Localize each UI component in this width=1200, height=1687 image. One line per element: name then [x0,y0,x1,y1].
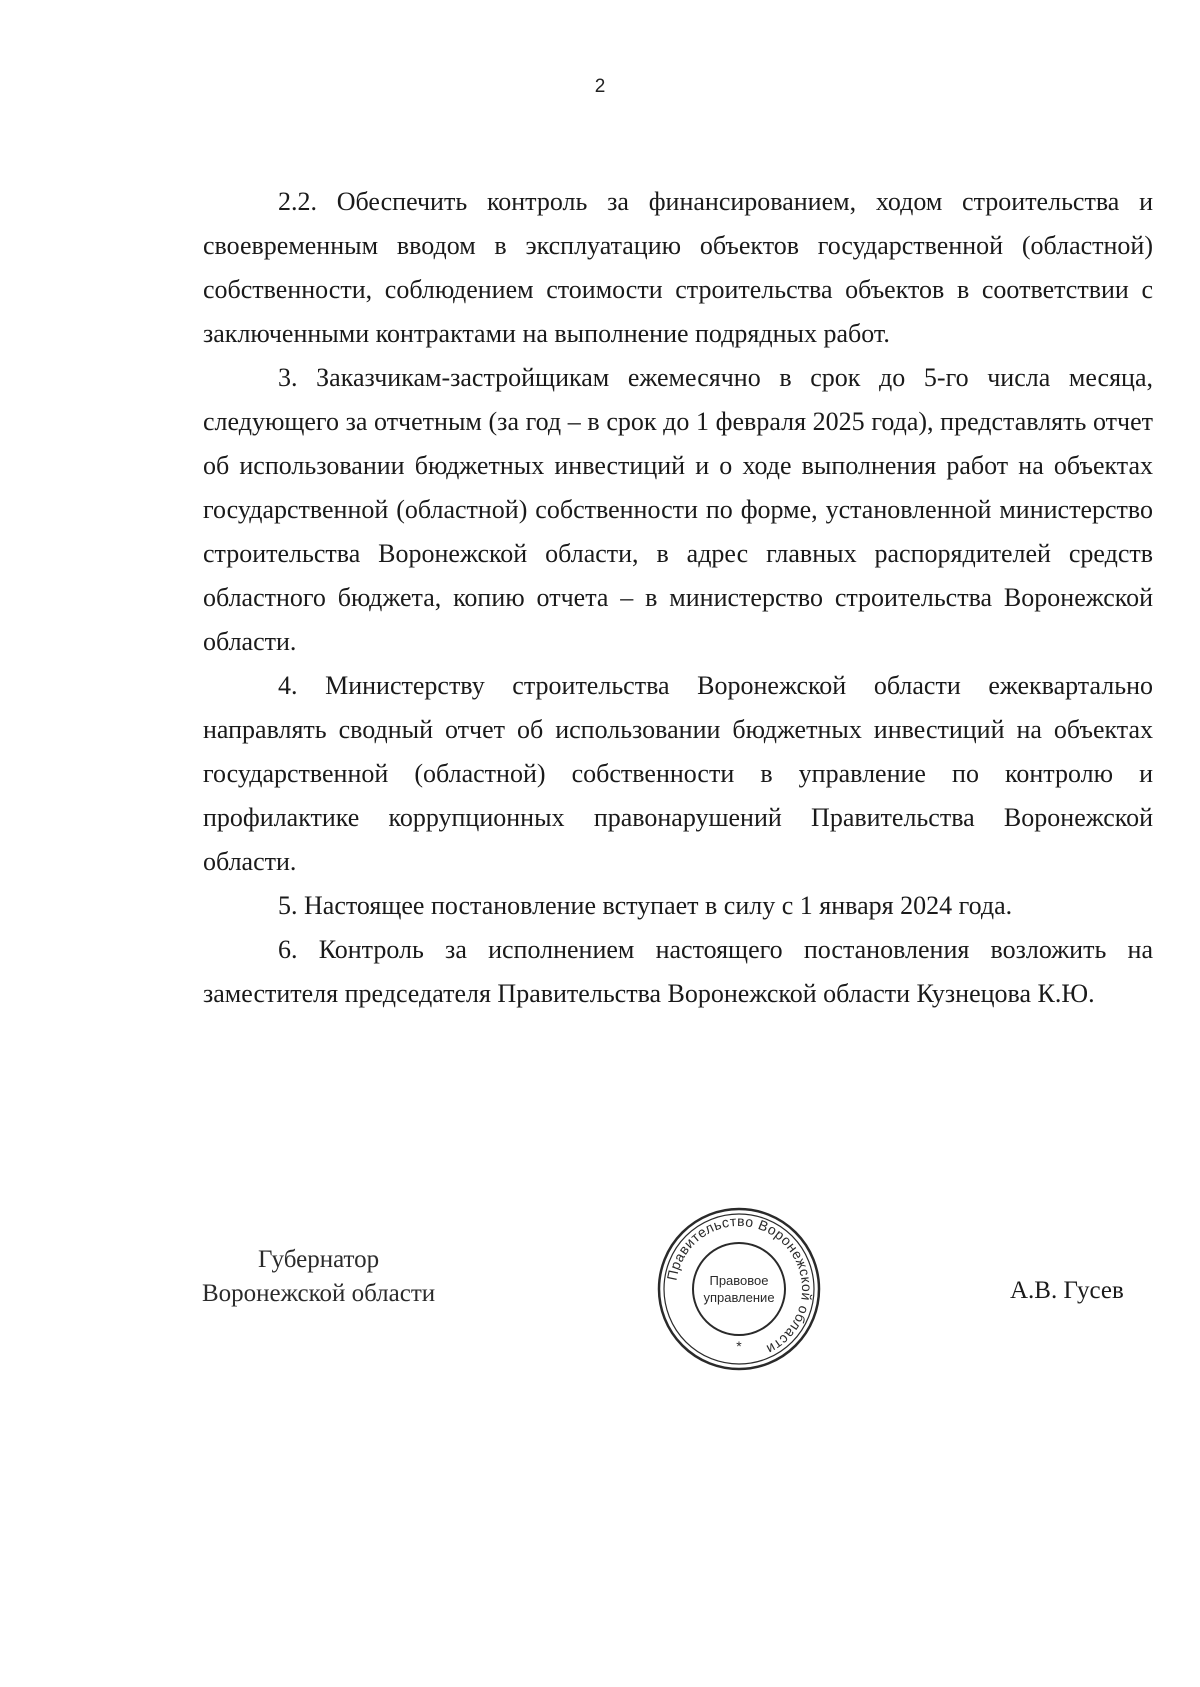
seal-inner-line1: Правовое [709,1273,769,1288]
signer-position-region: Воронежской области [202,1280,436,1307]
signer-position-title: Губернатор [258,1246,380,1273]
signer-position [202,1243,435,1311]
seal-star: * [736,1338,742,1354]
paragraph-4: 4. Министерству строительства Воронежской области ежеквартально направлять сводный отчет об использовании бюджетных инвестиций на объектах государственной (областной) собственности в управление по контролю и профилактике коррупционных правонарушений Правительства Воронежской области. [203,671,1153,876]
page-number: 2 [594,76,606,97]
paragraph-3: 3. Заказчикам-застройщикам ежемесячно в срок до 5-го числа месяца, следующего за отчетным (за год – в срок до 1 февраля 2025 года), представлять отчет об использовании бюджетных инвестиций и о ходе выполнения работ на объектах государственной (областной) собственности по форме, установленной министерство строительства Воронежской области, в адрес главных распорядителей средств областного бюджета, копию отчета – в министерство строительства Воронежской области. [203,363,1153,656]
document-body [203,180,1153,1016]
official-seal-stamp [655,1205,823,1373]
signature-block [0,1205,1200,1405]
paragraph-6: 6. Контроль за исполнением настоящего постановления возложить на заместителя председателя Правительства Воронежской области Кузнецова К.Ю. [203,935,1153,1008]
seal-inner-line2: управление [703,1290,775,1305]
paragraph-2-2: 2.2. Обеспечить контроль за финансированием, ходом строительства и своевременным вводом в эксплуатацию объектов государственной (областной) собственности, соблюдением стоимости строительства объектов в соответствии с заключенными контрактами на выполнение подрядных работ. [203,187,1153,348]
signer-name: А.В. Гусев [1010,1277,1124,1304]
seal-outer-text: Правительство Воронежской области [663,1212,816,1358]
paragraph-5: 5. Настоящее постановление вступает в силу с 1 января 2024 года. [278,891,1013,920]
